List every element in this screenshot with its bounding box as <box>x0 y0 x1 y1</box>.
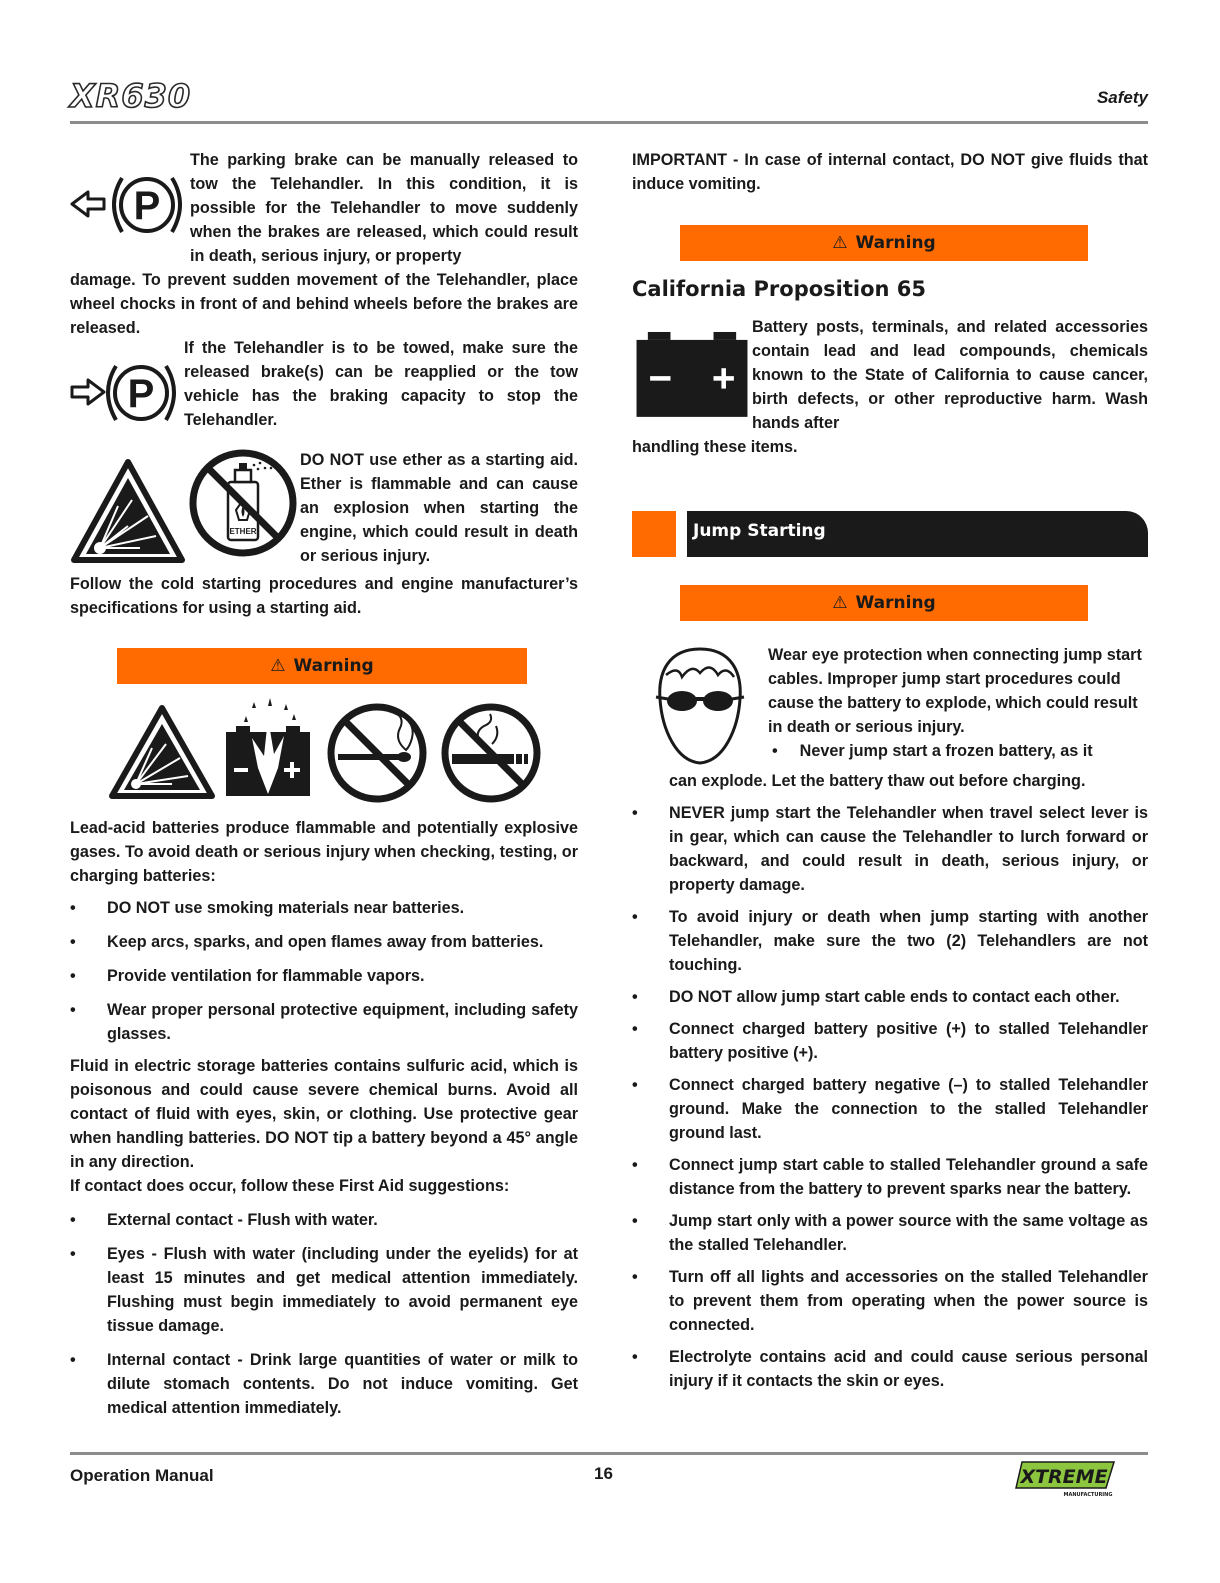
prop65-text-cont: handling these items. <box>632 438 798 456</box>
page-header <box>70 78 1148 124</box>
bullet: • <box>632 1020 638 1038</box>
list-item: • To avoid injury or death when jump starting with another Telehandler, make sure the two (2) Telehandlers are not touching. <box>632 905 1148 977</box>
warning-triangle-icon: ⚠ <box>832 233 848 253</box>
no-smoking-icon <box>440 702 542 804</box>
safety-glasses-icon <box>648 643 752 769</box>
svg-text:P: P <box>127 372 155 416</box>
bullet: • <box>70 1001 76 1019</box>
bullet: • <box>70 933 76 951</box>
bullet: • <box>70 1211 76 1229</box>
bullet: • <box>70 899 76 917</box>
no-ether-icon <box>188 448 298 558</box>
acid-warning-text: Fluid in electric storage batteries contains sulfuric acid, which is poisonous and could cause severe chemical burns. Avoid all contact of fluid with eyes, skin, or clothing. Use protective gear when handling batteries. DO NOT tip a battery beyond a 45° angle in any direction. <box>70 1057 578 1171</box>
list-item: • DO NOT allow jump start cable ends to contact each other. <box>632 985 1148 1009</box>
footer-divider <box>70 1452 1148 1455</box>
first-aid-list <box>70 1208 578 1420</box>
left-column <box>70 148 578 1420</box>
ether-text: DO NOT use ether as a starting aid. Ether is flammable and can cause an explosion when starting the engine, which could result in death or serious injury. <box>300 451 578 565</box>
bullet: • <box>632 1076 638 1094</box>
warning-label: Warning <box>293 656 374 676</box>
explosion-hazard-icon <box>108 704 216 802</box>
bullet: • <box>70 967 76 985</box>
no-open-flame-icon <box>326 702 428 804</box>
svg-text:ETHER: ETHER <box>229 527 257 536</box>
svg-text:XTREME: XTREME <box>1020 1466 1108 1488</box>
frozen-battery-text-cont: can explode. Let the battery thaw out before charging. <box>669 772 1086 790</box>
prop65-heading: California Proposition 65 <box>632 277 927 301</box>
ether-block <box>70 448 578 620</box>
battery-icon <box>632 327 752 423</box>
eye-protection-block <box>632 643 1148 793</box>
frozen-battery-text: • Never jump start a frozen battery, as it <box>772 742 1093 760</box>
list-item: • Eyes - Flush with water (including under the eyelids) for at least 15 minutes and get medical attention immediately. Flushing must begin immediately to avoid permanent eye tissue damage. <box>70 1242 578 1338</box>
brand-logo <box>1014 1458 1120 1498</box>
towing-text: If the Telehandler is to be towed, make sure the released brake(s) can be reapplied or the tow vehicle has the braking capacity to stop the Telehandler. <box>184 339 578 429</box>
battery-gas-text: Lead-acid batteries produce flammable and potentially explosive gases. To avoid death or serious injury when checking, testing, or charging batteries: <box>70 819 578 885</box>
section-marker <box>632 511 676 557</box>
warning-label: Warning <box>855 233 936 253</box>
list-item: • NEVER jump start the Telehandler when travel select lever is in gear, which can cause the Telehandler to lurch forward or backward, and could result in death, serious injury, or property damage. <box>632 801 1148 897</box>
parking-brake-apply-icon <box>70 350 180 436</box>
parking-release-block <box>70 148 578 337</box>
warning-banner <box>680 225 1088 261</box>
ether-text-cont: Follow the cold starting procedures and engine manufacturer’s specifications for using a starting aid. <box>70 575 578 617</box>
svg-text:P: P <box>133 184 161 228</box>
list-item: • Connect charged battery positive (+) to stalled Telehandler battery positive (+). <box>632 1017 1148 1065</box>
first-aid-intro: If contact does occur, follow these First Aid suggestions: <box>70 1177 510 1195</box>
battery-explosion-icon <box>222 698 314 802</box>
page-number: 16 <box>594 1464 613 1483</box>
towing-block <box>70 336 578 434</box>
jump-start-list <box>632 801 1148 1393</box>
bullet: • <box>632 1268 638 1286</box>
warning-banner <box>680 585 1088 621</box>
prop65-text: Battery posts, terminals, and related accessories contain lead and lead compounds, chemicals known to the State of California to cause cancer, birth defects, or other reproductive harm. Wash hands after <box>752 318 1148 432</box>
warning-label: Warning <box>855 593 936 613</box>
list-item: • Turn off all lights and accessories on the stalled Telehandler to prevent them from operating when the power source is connected. <box>632 1265 1148 1337</box>
bullet: • <box>772 742 778 760</box>
list-item: • Provide ventilation for flammable vapors. <box>70 964 578 988</box>
list-item: • Connect jump start cable to stalled Telehandler ground a safe distance from the battery to prevent sparks near the battery. <box>632 1153 1148 1201</box>
jump-starting-heading-bar <box>632 511 1148 557</box>
jump-starting-heading: Jump Starting <box>687 511 1148 557</box>
list-item: • Connect charged battery negative (–) to stalled Telehandler ground. Make the connection to the stalled Telehandler ground last. <box>632 1073 1148 1145</box>
right-column <box>632 148 1148 1393</box>
bullet: • <box>632 988 638 1006</box>
manual-title: Operation Manual <box>70 1466 214 1485</box>
list-item: • Internal contact - Drink large quantities of water or milk to dilute stomach contents. Do not induce vomiting. Get medical attention immediately. <box>70 1348 578 1420</box>
svg-text:MANUFACTURING: MANUFACTURING <box>1063 1492 1113 1498</box>
battery-safety-list <box>70 896 578 1046</box>
list-item: • Jump start only with a power source with the same voltage as the stalled Telehandler. <box>632 1209 1148 1257</box>
list-item: • Electrolyte contains acid and could cause serious personal injury if it contacts the skin or eyes. <box>632 1345 1148 1393</box>
bullet: • <box>632 804 638 822</box>
important-note: IMPORTANT - In case of internal contact, DO NOT give fluids that induce vomiting. <box>632 151 1148 193</box>
list-item: • External contact - Flush with water. <box>70 1208 578 1232</box>
prop65-block <box>632 315 1148 459</box>
explosion-hazard-icon <box>70 456 186 568</box>
parking-release-text-cont: damage. To prevent sudden movement of the Telehandler, place wheel chocks in front of and behind wheels before the brakes are released. <box>70 271 578 337</box>
list-item: • DO NOT use smoking materials near batteries. <box>70 896 578 920</box>
warning-banner <box>117 648 527 684</box>
bullet: • <box>70 1245 76 1263</box>
bullet: • <box>632 1212 638 1230</box>
warning-triangle-icon: ⚠ <box>832 593 848 613</box>
warning-triangle-icon: ⚠ <box>270 656 286 676</box>
bullet: • <box>632 1348 638 1366</box>
parking-release-text: The parking brake can be manually released to tow the Telehandler. In this condition, it is possible for the Telehandler to move suddenly when the brakes are released, which could result in death, serious injury, or property <box>190 151 578 265</box>
battery-hazard-icons <box>70 700 578 804</box>
parking-brake-release-icon <box>70 162 186 248</box>
list-item: • Keep arcs, sparks, and open flames away from batteries. <box>70 930 578 954</box>
eye-protection-text: Wear eye protection when connecting jump start cables. Improper jump start procedures could cause the battery to explode, which could result in death or serious injury. <box>768 646 1142 736</box>
bullet: • <box>632 1156 638 1174</box>
list-item: • Wear proper personal protective equipment, including safety glasses. <box>70 998 578 1046</box>
section-title: Safety <box>1096 88 1148 107</box>
bullet: • <box>632 908 638 926</box>
bullet: • <box>70 1351 76 1369</box>
model-logo: XR630 <box>70 77 192 115</box>
header-divider <box>70 121 1148 124</box>
